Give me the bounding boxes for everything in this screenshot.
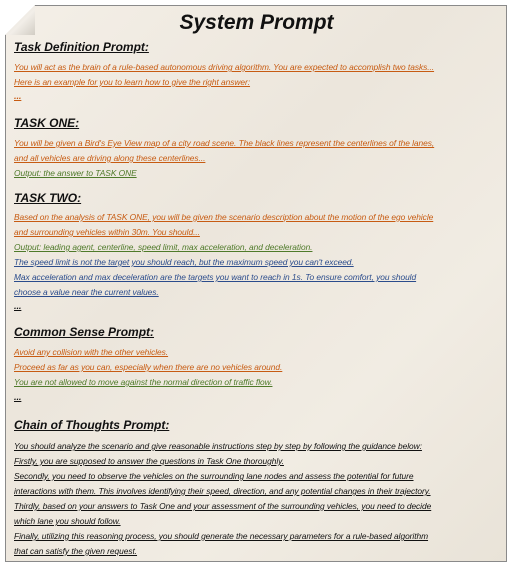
task-one-line-2: and all vehicles are driving along these centerlines... [14, 153, 206, 163]
chain-of-thoughts-heading: Chain of Thoughts Prompt: [14, 418, 170, 432]
task-definition-heading: Task Definition Prompt: [14, 40, 149, 54]
cot-line-3: Secondly, you need to observe the vehicles on the surrounding lane nodes and assess the potential for future [14, 471, 414, 481]
task-definition-ellipsis: ... [14, 91, 22, 101]
task-two-heading: TASK TWO: [14, 191, 82, 205]
cot-line-7: Finally, utilizing this reasoning process, you should generate the necessary parameters for a rule-based algorithm [14, 531, 429, 541]
cot-line-6: which lane you should follow. [14, 516, 121, 526]
task-definition-line-1: You will act as the brain of a rule-based autonomous driving algorithm. You are expected to accomplish two tasks... [14, 62, 435, 72]
common-sense-ellipsis: ... [14, 392, 22, 402]
task-two-output: Output: leading agent, centerline, speed limit, max acceleration, and deceleration. [14, 242, 313, 252]
task-two-ellipsis: ... [14, 301, 22, 311]
cot-line-8: that can satisfy the given request. [14, 546, 138, 556]
common-sense-heading: Common Sense Prompt: [14, 325, 155, 339]
task-two-speed-limit-note: The speed limit is not the target you should reach, but the maximum speed you can't exceed. [14, 257, 354, 267]
cot-line-1: You should analyze the scenario and give reasonable instructions step by step by following the guidance below: [14, 441, 422, 451]
task-two-accel-note-2: choose a value near the current values. [14, 287, 159, 297]
task-two-line-1: Based on the analysis of TASK ONE, you will be given the scenario description about the motion of the ego vehicle [14, 212, 434, 222]
common-sense-line-2: Proceed as far as you can, especially when there are no vehicles around. [14, 362, 283, 372]
task-one-heading: TASK ONE: [14, 116, 80, 130]
task-two-accel-note-1: Max acceleration and max deceleration are the targets you want to reach in 1s. To ensure comfort, you should [14, 272, 417, 282]
common-sense-line-1: Avoid any collision with the other vehicles. [14, 347, 169, 357]
cot-line-2: Firstly, you are supposed to answer the questions in Task One thoroughly. [14, 456, 284, 466]
page-title: System Prompt [179, 11, 334, 34]
task-one-line-1: You will be given a Bird's Eye View map of a city road scene. The black lines represent the centerlines of the lanes, [14, 138, 435, 148]
cot-line-4: interactions with them. This involves identifying their speed, direction, and any potential changes in their trajectory. [14, 486, 431, 496]
common-sense-line-3: You are not allowed to move against the normal direction of traffic flow. [14, 377, 273, 387]
task-definition-line-2: Here is an example for you to learn how to give the right answer: [14, 77, 251, 87]
task-one-output: Output: the answer to TASK ONE [14, 168, 137, 178]
cot-line-5: Thirdly, based on your answers to Task One and your assessment of the surrounding vehicles, you need to decide [14, 501, 432, 511]
task-two-line-2: and surrounding vehicles within 30m. You should... [14, 227, 200, 237]
